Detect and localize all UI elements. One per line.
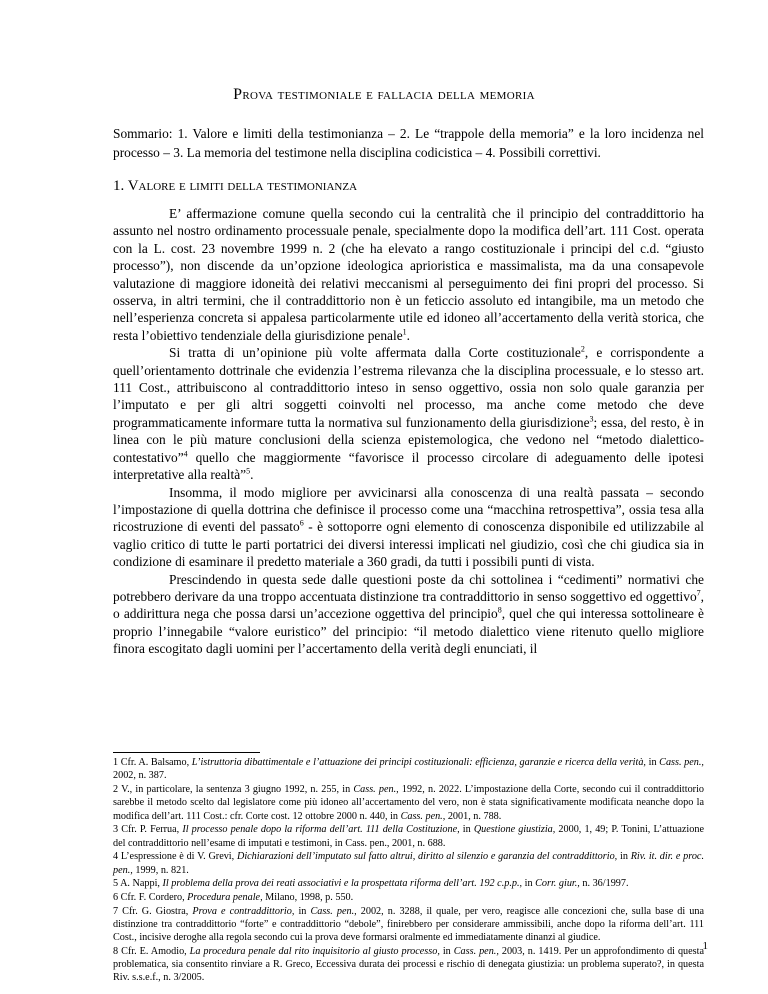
footnote-number: 3 [113, 824, 119, 836]
footnote-text: L’espressione è di V. Grevi, [120, 851, 237, 863]
footnote-title: La procedura penale dal rito inquisitorio al giusto processo, [189, 945, 440, 957]
footnote-ref[interactable]: 7 [696, 588, 701, 598]
footnote-text: 2003, n. 1419. Per un approfondimento di questa problematica, sia consentito rinviare a R. Greco, Eccessiva durata dei processi e rischio di denegata giustizia: un problema superato?, in questa Riv. s.s.e.f., n. 3/2005. [113, 945, 704, 984]
footnote-number: 8 [113, 945, 119, 957]
footnote-text: n. 36/1997. [579, 878, 629, 890]
footnote-text: Cfr. P. Ferrua, [121, 824, 183, 836]
paragraph [113, 571, 704, 658]
footnote-text: A. Nappi, [120, 878, 163, 890]
footnote-source: Corr. giur., [535, 878, 580, 890]
footnote-text: V., in particolare, la sentenza 3 giugno 1992, n. 255, in [121, 783, 354, 795]
page-title: Prova testimoniale e fallacia della memoria [233, 86, 535, 103]
paragraph [113, 484, 704, 571]
footnote-source: Cass. pen., [310, 905, 357, 917]
footnote-title: Procedura penale, [187, 891, 263, 903]
footnote-number: 2 [113, 783, 119, 795]
footnote-text: in [522, 878, 536, 890]
footnote-text: 2000, 1, 49; P. Tonini, L’attuazione del contraddittorio nell’esame di imputati e testimoni, in Cass. pen., 2001, n. 688. [113, 824, 704, 849]
footnote-source: Questione giustizia, [473, 824, 556, 836]
footnote-title: Dichiarazioni dell’imputato sul fatto altrui, diritto al silenzio e garanzia del contraddittorio, [236, 851, 618, 863]
footnotes [113, 756, 704, 985]
body-text [113, 205, 704, 658]
paragraph-text: Insomma, il modo migliore per avvicinarsi alla conoscenza di una realtà passata – secondo l’impostazione di quella dottrina che definisce il processo come una “macchina retrospettiva”, ossia tesa alla ricostruzione di eventi del passato [113, 484, 704, 535]
paragraph-text: . [406, 327, 411, 343]
footnote-title: Il processo penale dopo la riforma dell’art. 111 della Costituzione, [182, 824, 460, 836]
paragraph [113, 344, 704, 483]
footnote-text: in [645, 757, 660, 768]
section-heading: 1. Valore e limiti della testimonianza [113, 178, 358, 194]
footnote-ref[interactable]: 2 [580, 344, 585, 354]
footnote-text: 2002, n. 387. [113, 770, 167, 782]
paragraph-text: , quel che qui interessa sottolineare è proprio l’innegabile “valore euristico” del principio: “il metodo dialettico viene ritenuto quello migliore finora escogitato dagli uomini per l’accertamento della verità degli enunciati, il [113, 606, 704, 657]
footnote-text: in [459, 824, 474, 836]
footnote-number: 5 [113, 878, 119, 890]
summary: Sommario: 1. Valore e limiti della testimonianza – 2. Le “trappole della memoria” e la loro incidenza nel processo – 3. La memoria del testimone nella disciplina codicistica – 4. Possibili correttivi. [113, 126, 704, 160]
footnote [113, 877, 704, 890]
footnote-text: Milano, 1998, p. 550. [262, 891, 354, 903]
paragraph-text: ; essa, del resto, è in linea con le più mature conclusioni della scienza epistemologica, che vedono nel “metodo dialettico-contestativo” [113, 414, 704, 465]
footnote-text: 2001, n. 788. [445, 810, 502, 822]
footnote [113, 823, 704, 850]
paragraph-text: , o addirittura nega che possa darsi un’accezione oggettiva del principio [113, 588, 704, 622]
footnote-text: in [294, 905, 311, 917]
footnote-source: Riv. it. dir. e proc. pen., [113, 851, 705, 876]
footnote-ref[interactable]: 5 [246, 466, 251, 476]
footnote [113, 756, 704, 783]
footnote-source: Cass. pen., [400, 810, 446, 822]
footnote-text: 2002, n. 3288, il quale, per vero, reagisce alle concezioni che, sulla base di una distinzione tra contraddittorio “forte” e contraddittorio “debole”, finirebbero per considerare ammissibili, anche dopo la riforma dell’art. 111 Cost., incisive deroghe alla regola secondo cui la prova deve formarsi oralmente ed immediatamente dinanzi al giudice. [113, 905, 704, 944]
paragraph-text: Prescindendo in questa sede dalle questioni poste da chi sottolinea i “cedimenti” normativi che potrebbero derivare da una troppo accentuata distinzione tra contraddittorio in senso soggettivo ed oggettivo [113, 571, 704, 604]
footnote-text: Cfr. G. Giostra, [122, 905, 193, 917]
footnote-number: 7 [113, 905, 119, 917]
footnote-text: Cfr. E. Amodio, [121, 945, 190, 957]
footnote [113, 850, 704, 877]
paragraph-text: , e corrispondente a quell’orientamento dottrinale che evidenzia l’estrema rilevanza che la disciplina processuale, e lo stesso art. 111 Cost., attribuiscono al contraddittorio inteso in senso oggettivo, ossia non solo quale garanzia per l’imputato e per gli altri soggetti coinvolti nel processo, ma anche come metodo che deve programmaticamente informare tutta la normativa sul funzionamento della giurisdizione [113, 345, 704, 430]
footnote-text: in [439, 945, 454, 957]
footnote-text: 1999, n. 821. [132, 864, 189, 876]
footnote-text: Cfr. A. Balsamo, [120, 757, 192, 768]
footnote-source: Cass. pen., [353, 783, 399, 795]
page-number: 1 [702, 940, 708, 952]
footnote [113, 783, 704, 823]
footnote-text: in [617, 851, 631, 863]
footnote-separator [113, 752, 260, 753]
footnote-source: Cass. pen., [659, 757, 704, 768]
paragraph-text: E’ affermazione comune quella secondo cui la centralità che il principio del contraddittorio ha assunto nel nostro ordinamento processuale penale, specialmente dopo la modifica dell’art. 111 Cost. operata con la L. cost. 23 novembre 1999 n. 2 (che ha elevato a rango costituzionale i principi del c.d. “giusto processo”), non discende da un’opzione ideologica aprioristica e massimalista, ma da una consapevole valutazione di maggiore idoneità dei relativi meccanismi al perseguimento dei fini propri del processo. Si osserva, in altri termini, che il contraddittorio non è un feticcio assoluto ed intangibile, ma un metodo che nell’esperienza concreta si appalesa particolarmente utile ed idoneo all’accertamento della verità storica, che resta l’obiettivo tendenziale della giurisdizione penale [113, 206, 704, 343]
footnote [113, 891, 704, 904]
footnote-source: Cass. pen., [453, 945, 499, 957]
paragraph-text: Si tratta di un’opinione più volte affermata dalla Corte costituzionale [169, 345, 581, 361]
paragraph [113, 205, 704, 344]
footnote-number: 6 [113, 891, 119, 903]
paragraph-text: - è sottoporre ogni elemento di conoscenza disponibile ed utilizzabile al vaglio critico di tutte le parti portatrici dei diversi interessi implicati nel giudizio, così che chi giudica sia in condizione di esaminare il predetto materiale a 360 gradi, da tutti i possibili punti di vista. [113, 519, 704, 570]
footnote-ref[interactable]: 6 [299, 518, 304, 528]
footnote-ref[interactable]: 3 [589, 414, 594, 424]
footnote [113, 945, 704, 985]
footnote-title: L’istruttoria dibattimentale e l’attuazione dei principi costituzionali: efficienza, garanzie e ricerca della verità, [191, 757, 646, 768]
footnote-text: 1992, n. 2022. L’impostazione della Corte, secondo cui il contraddittorio sarebbe il metodo scelto dal legislatore come più idoneo all’accertamento del vero, non è stata significativamente modificata neanche dopo la modifica dell’art. 111 Cost.: cfr. Corte cost. 12 ottobre 2000 n. 440, in [113, 783, 704, 822]
footnote-title: Prova e contraddittorio, [192, 905, 295, 917]
footnote-ref[interactable]: 1 [402, 327, 407, 337]
footnote-ref[interactable]: 8 [497, 605, 502, 615]
paragraph-text: quello che maggiormente “favorisce il processo circolare di adeguamento delle ipotesi interpretative alla realtà” [113, 449, 704, 483]
footnote [113, 905, 704, 945]
footnote-title: Il problema della prova dei reati associativi e la prospettata riforma dell’art. 192 c.p.p., [162, 878, 523, 890]
footnote-text: Cfr. F. Cordero, [120, 891, 188, 903]
paragraph-text: . [250, 467, 254, 483]
footnote-number: 4 [113, 851, 119, 863]
footnote-ref[interactable]: 4 [183, 449, 188, 459]
footnote-number: 1 [113, 757, 119, 768]
